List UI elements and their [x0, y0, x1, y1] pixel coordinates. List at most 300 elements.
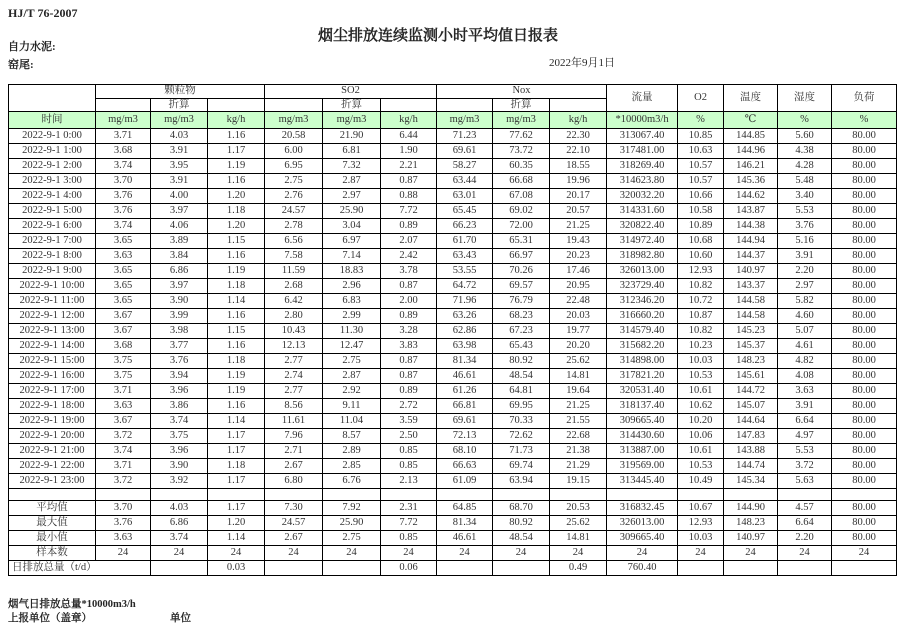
- value-cell: 80.00: [832, 414, 897, 429]
- value-cell: 69.02: [493, 204, 550, 219]
- value-cell: 3.72: [96, 474, 151, 489]
- value-cell: 24: [678, 546, 724, 561]
- value-cell: 68.10: [437, 444, 493, 459]
- value-cell: 314331.60: [607, 204, 678, 219]
- value-cell: [678, 561, 724, 576]
- value-cell: 10.53: [678, 369, 724, 384]
- value-cell: 10.62: [678, 399, 724, 414]
- value-cell: 313887.00: [607, 444, 678, 459]
- value-cell: 3.70: [96, 501, 151, 516]
- value-cell: 3.59: [381, 414, 437, 429]
- value-cell: 6.81: [323, 144, 381, 159]
- value-cell: 24: [832, 546, 897, 561]
- value-cell: 1.20: [208, 189, 265, 204]
- value-cell: 19.96: [550, 174, 607, 189]
- value-cell: 20.53: [550, 501, 607, 516]
- value-cell: 24.57: [265, 204, 323, 219]
- table-row: [9, 294, 897, 309]
- header-blank-cell: [208, 99, 265, 112]
- value-cell: 2.78: [265, 219, 323, 234]
- value-cell: 3.72: [778, 459, 832, 474]
- unit-cell: mg/m3: [323, 112, 381, 129]
- value-cell: 3.70: [96, 174, 151, 189]
- value-cell: 3.63: [778, 384, 832, 399]
- value-cell: 145.61: [724, 369, 778, 384]
- value-cell: 1.16: [208, 309, 265, 324]
- value-cell: 3.75: [96, 369, 151, 384]
- value-cell: 24: [151, 546, 208, 561]
- value-cell: 65.45: [437, 204, 493, 219]
- header-blank-cell: [550, 99, 607, 112]
- value-cell: 2.20: [778, 264, 832, 279]
- value-cell: 3.95: [151, 159, 208, 174]
- value-cell: 323729.40: [607, 279, 678, 294]
- value-cell: 3.65: [96, 264, 151, 279]
- value-cell: 80.00: [832, 324, 897, 339]
- value-cell: 7.58: [265, 249, 323, 264]
- header-humidity: 湿度: [778, 85, 832, 112]
- value-cell: 4.03: [151, 501, 208, 516]
- empty-cell: [778, 489, 832, 501]
- table-row: [9, 234, 897, 249]
- value-cell: 1.19: [208, 369, 265, 384]
- value-cell: 24: [550, 546, 607, 561]
- unit-cell: mg/m3: [265, 112, 323, 129]
- value-cell: 5.63: [778, 474, 832, 489]
- value-cell: 5.60: [778, 129, 832, 144]
- unit-cell: %: [778, 112, 832, 129]
- value-cell: 2.50: [381, 429, 437, 444]
- value-cell: 12.93: [678, 516, 724, 531]
- value-cell: 6.44: [381, 129, 437, 144]
- value-cell: 10.66: [678, 189, 724, 204]
- table-row: [9, 249, 897, 264]
- value-cell: 1.20: [208, 516, 265, 531]
- empty-cell: [151, 489, 208, 501]
- value-cell: 63.43: [437, 249, 493, 264]
- value-cell: 22.10: [550, 144, 607, 159]
- value-cell: 25.90: [323, 204, 381, 219]
- table-row: [9, 309, 897, 324]
- header-blank-cell: [96, 99, 151, 112]
- value-cell: 1.16: [208, 129, 265, 144]
- value-cell: 69.61: [437, 414, 493, 429]
- value-cell: 11.59: [265, 264, 323, 279]
- value-cell: 11.30: [323, 324, 381, 339]
- value-cell: 3.90: [151, 294, 208, 309]
- value-cell: 3.65: [96, 234, 151, 249]
- value-cell: 7.14: [323, 249, 381, 264]
- value-cell: 66.63: [437, 459, 493, 474]
- summary-label-cell: 样本数: [9, 546, 96, 561]
- unit-cell: %: [832, 112, 897, 129]
- value-cell: 10.23: [678, 339, 724, 354]
- value-cell: 0.85: [381, 459, 437, 474]
- value-cell: 314579.40: [607, 324, 678, 339]
- value-cell: 80.00: [832, 174, 897, 189]
- value-cell: 3.65: [96, 279, 151, 294]
- empty-cell: [607, 489, 678, 501]
- value-cell: 61.09: [437, 474, 493, 489]
- value-cell: 6.42: [265, 294, 323, 309]
- value-cell: 320531.40: [607, 384, 678, 399]
- value-cell: [437, 561, 493, 576]
- header-group-pm: 颗粒物: [96, 85, 265, 99]
- value-cell: 316660.20: [607, 309, 678, 324]
- value-cell: 3.77: [151, 339, 208, 354]
- time-cell: 2022-9-1 17:00: [9, 384, 96, 399]
- empty-cell: [323, 489, 381, 501]
- value-cell: 10.43: [265, 324, 323, 339]
- value-cell: 2.87: [323, 174, 381, 189]
- value-cell: 80.00: [832, 219, 897, 234]
- value-cell: 53.55: [437, 264, 493, 279]
- time-cell: 2022-9-1 6:00: [9, 219, 96, 234]
- value-cell: 1.90: [381, 144, 437, 159]
- value-cell: 3.96: [151, 444, 208, 459]
- value-cell: 2.00: [381, 294, 437, 309]
- value-cell: 60.35: [493, 159, 550, 174]
- value-cell: 80.00: [832, 294, 897, 309]
- value-cell: 145.37: [724, 339, 778, 354]
- summary-label-cell: 最小值: [9, 531, 96, 546]
- value-cell: 21.55: [550, 414, 607, 429]
- value-cell: 62.86: [437, 324, 493, 339]
- time-cell: 2022-9-1 21:00: [9, 444, 96, 459]
- empty-cell: [724, 489, 778, 501]
- value-cell: 10.03: [678, 531, 724, 546]
- value-cell: 1.15: [208, 234, 265, 249]
- value-cell: 144.85: [724, 129, 778, 144]
- value-cell: 22.48: [550, 294, 607, 309]
- value-cell: 2.67: [265, 459, 323, 474]
- value-cell: 1.18: [208, 279, 265, 294]
- value-cell: 20.58: [265, 129, 323, 144]
- value-cell: 148.23: [724, 354, 778, 369]
- value-cell: 3.89: [151, 234, 208, 249]
- value-cell: 68.23: [493, 309, 550, 324]
- value-cell: 4.08: [778, 369, 832, 384]
- value-cell: 20.23: [550, 249, 607, 264]
- value-cell: 4.57: [778, 501, 832, 516]
- value-cell: 2.71: [265, 444, 323, 459]
- value-cell: 143.88: [724, 444, 778, 459]
- value-cell: 24: [208, 546, 265, 561]
- value-cell: 320822.40: [607, 219, 678, 234]
- value-cell: 21.25: [550, 219, 607, 234]
- table-row: [9, 279, 897, 294]
- value-cell: 3.68: [96, 144, 151, 159]
- time-cell: 2022-9-1 19:00: [9, 414, 96, 429]
- table-row: [9, 264, 897, 279]
- value-cell: 2.13: [381, 474, 437, 489]
- value-cell: 4.06: [151, 219, 208, 234]
- empty-cell: [678, 489, 724, 501]
- value-cell: 3.63: [96, 531, 151, 546]
- value-cell: 145.07: [724, 399, 778, 414]
- value-cell: 80.00: [832, 354, 897, 369]
- value-cell: 3.40: [778, 189, 832, 204]
- time-cell: 2022-9-1 10:00: [9, 279, 96, 294]
- value-cell: 19.77: [550, 324, 607, 339]
- header-converted-pm: 折算: [151, 99, 208, 112]
- unit-cell: kg/h: [550, 112, 607, 129]
- value-cell: 7.92: [323, 501, 381, 516]
- value-cell: 12.13: [265, 339, 323, 354]
- value-cell: 309665.40: [607, 414, 678, 429]
- header-load: 负荷: [832, 85, 897, 112]
- value-cell: 66.23: [437, 219, 493, 234]
- value-cell: 314430.60: [607, 429, 678, 444]
- value-cell: 0.87: [381, 279, 437, 294]
- value-cell: 144.64: [724, 414, 778, 429]
- value-cell: 67.08: [493, 189, 550, 204]
- value-cell: 14.81: [550, 369, 607, 384]
- value-cell: 73.72: [493, 144, 550, 159]
- unit-cell: mg/m3: [96, 112, 151, 129]
- value-cell: 145.36: [724, 174, 778, 189]
- value-cell: 3.97: [151, 204, 208, 219]
- empty-cell: [265, 489, 323, 501]
- value-cell: 2.21: [381, 159, 437, 174]
- value-cell: 20.95: [550, 279, 607, 294]
- value-cell: 80.00: [832, 279, 897, 294]
- value-cell: 25.62: [550, 516, 607, 531]
- value-cell: 2.72: [381, 399, 437, 414]
- value-cell: 80.00: [832, 189, 897, 204]
- summary-row: [9, 531, 897, 546]
- report-unit-label: 上报单位（盖章）: [8, 613, 92, 624]
- value-cell: 6.64: [778, 516, 832, 531]
- value-cell: 145.23: [724, 324, 778, 339]
- value-cell: 66.81: [437, 399, 493, 414]
- value-cell: 80.92: [493, 516, 550, 531]
- table-body: [9, 129, 897, 576]
- value-cell: 19.15: [550, 474, 607, 489]
- value-cell: 3.68: [96, 339, 151, 354]
- value-cell: 3.78: [381, 264, 437, 279]
- value-cell: 17.46: [550, 264, 607, 279]
- value-cell: 3.98: [151, 324, 208, 339]
- time-cell: 2022-9-1 14:00: [9, 339, 96, 354]
- value-cell: 1.19: [208, 384, 265, 399]
- value-cell: 1.18: [208, 459, 265, 474]
- time-cell: 2022-9-1 9:00: [9, 264, 96, 279]
- value-cell: 19.64: [550, 384, 607, 399]
- value-cell: 63.01: [437, 189, 493, 204]
- value-cell: 140.97: [724, 531, 778, 546]
- time-cell: 2022-9-1 11:00: [9, 294, 96, 309]
- value-cell: 20.57: [550, 204, 607, 219]
- value-cell: 4.61: [778, 339, 832, 354]
- value-cell: 1.16: [208, 174, 265, 189]
- table-row: [9, 399, 897, 414]
- unit-cell: mg/m3: [151, 112, 208, 129]
- value-cell: 0.03: [208, 561, 265, 576]
- value-cell: 63.26: [437, 309, 493, 324]
- table-row: [9, 339, 897, 354]
- value-cell: 48.54: [493, 369, 550, 384]
- value-cell: 5.53: [778, 204, 832, 219]
- value-cell: 4.60: [778, 309, 832, 324]
- value-cell: 318269.40: [607, 159, 678, 174]
- value-cell: 63.98: [437, 339, 493, 354]
- value-cell: 6.97: [323, 234, 381, 249]
- value-cell: 144.94: [724, 234, 778, 249]
- value-cell: 10.63: [678, 144, 724, 159]
- value-cell: 3.92: [151, 474, 208, 489]
- value-cell: 3.76: [96, 516, 151, 531]
- value-cell: 3.84: [151, 249, 208, 264]
- value-cell: 3.28: [381, 324, 437, 339]
- value-cell: 2.87: [323, 369, 381, 384]
- value-cell: 2.89: [323, 444, 381, 459]
- value-cell: 9.11: [323, 399, 381, 414]
- value-cell: 69.61: [437, 144, 493, 159]
- value-cell: 21.38: [550, 444, 607, 459]
- value-cell: 65.31: [493, 234, 550, 249]
- summary-label-cell: 最大值: [9, 516, 96, 531]
- value-cell: 320032.20: [607, 189, 678, 204]
- value-cell: 144.72: [724, 384, 778, 399]
- time-cell: 2022-9-1 20:00: [9, 429, 96, 444]
- unit-cell: kg/h: [208, 112, 265, 129]
- summary-row: [9, 516, 897, 531]
- value-cell: 313067.40: [607, 129, 678, 144]
- value-cell: 1.15: [208, 324, 265, 339]
- value-cell: 2.42: [381, 249, 437, 264]
- unit-cell: kg/h: [381, 112, 437, 129]
- header-group-nox: Nox: [437, 85, 607, 99]
- value-cell: 63.94: [493, 474, 550, 489]
- value-cell: 64.85: [437, 501, 493, 516]
- value-cell: 144.74: [724, 459, 778, 474]
- value-cell: 5.82: [778, 294, 832, 309]
- value-cell: 24: [437, 546, 493, 561]
- value-cell: 2.92: [323, 384, 381, 399]
- value-cell: 3.76: [96, 204, 151, 219]
- value-cell: 2.85: [323, 459, 381, 474]
- value-cell: 10.03: [678, 354, 724, 369]
- header-units-row: [9, 112, 897, 129]
- value-cell: 2.97: [323, 189, 381, 204]
- value-cell: 0.89: [381, 384, 437, 399]
- value-cell: 0.87: [381, 354, 437, 369]
- value-cell: 3.71: [96, 384, 151, 399]
- table-row: [9, 324, 897, 339]
- value-cell: 1.17: [208, 501, 265, 516]
- value-cell: 3.76: [151, 354, 208, 369]
- company-name: 自力水泥:: [8, 41, 56, 53]
- empty-cell: [493, 489, 550, 501]
- value-cell: 10.85: [678, 129, 724, 144]
- value-cell: 80.00: [832, 204, 897, 219]
- time-cell: 2022-9-1 3:00: [9, 174, 96, 189]
- flow-total-note: 烟气日排放总量*10000m3/h: [8, 599, 136, 610]
- header-corner-cell: [9, 85, 96, 112]
- value-cell: [265, 561, 323, 576]
- value-cell: 10.72: [678, 294, 724, 309]
- value-cell: 70.33: [493, 414, 550, 429]
- value-cell: 12.93: [678, 264, 724, 279]
- value-cell: 1.16: [208, 399, 265, 414]
- table-row: [9, 144, 897, 159]
- value-cell: 64.81: [493, 384, 550, 399]
- value-cell: 69.74: [493, 459, 550, 474]
- time-cell: 2022-9-1 18:00: [9, 399, 96, 414]
- value-cell: 3.63: [96, 399, 151, 414]
- value-cell: 72.62: [493, 429, 550, 444]
- value-cell: 144.90: [724, 501, 778, 516]
- header-o2: O2: [678, 85, 724, 112]
- value-cell: 0.49: [550, 561, 607, 576]
- value-cell: 80.00: [832, 429, 897, 444]
- value-cell: 6.64: [778, 414, 832, 429]
- value-cell: 3.67: [96, 414, 151, 429]
- value-cell: 80.00: [832, 144, 897, 159]
- header-time-label: 时间: [9, 112, 96, 129]
- value-cell: 7.30: [265, 501, 323, 516]
- value-cell: 6.00: [265, 144, 323, 159]
- value-cell: 11.61: [265, 414, 323, 429]
- value-cell: 315682.20: [607, 339, 678, 354]
- value-cell: 4.03: [151, 129, 208, 144]
- value-cell: 1.14: [208, 294, 265, 309]
- value-cell: [724, 561, 778, 576]
- value-cell: 140.97: [724, 264, 778, 279]
- value-cell: 24: [724, 546, 778, 561]
- value-cell: 66.97: [493, 249, 550, 264]
- value-cell: 69.57: [493, 279, 550, 294]
- value-cell: 312346.20: [607, 294, 678, 309]
- value-cell: 24: [96, 546, 151, 561]
- value-cell: 319569.00: [607, 459, 678, 474]
- value-cell: 7.96: [265, 429, 323, 444]
- value-cell: 3.72: [96, 429, 151, 444]
- value-cell: 3.91: [151, 144, 208, 159]
- value-cell: 25.62: [550, 354, 607, 369]
- table-row: [9, 414, 897, 429]
- value-cell: 10.87: [678, 309, 724, 324]
- value-cell: 14.81: [550, 531, 607, 546]
- value-cell: 2.97: [778, 279, 832, 294]
- value-cell: 318982.80: [607, 249, 678, 264]
- table-row: [9, 444, 897, 459]
- header-blank-cell: [265, 99, 323, 112]
- unit-cell: %: [678, 112, 724, 129]
- value-cell: 148.23: [724, 516, 778, 531]
- value-cell: 1.17: [208, 144, 265, 159]
- header-blank-cell: [437, 99, 493, 112]
- value-cell: 5.48: [778, 174, 832, 189]
- value-cell: 80.00: [832, 339, 897, 354]
- value-cell: 65.43: [493, 339, 550, 354]
- value-cell: 80.00: [832, 459, 897, 474]
- table-row: [9, 174, 897, 189]
- value-cell: 3.76: [778, 219, 832, 234]
- header-converted-so2: 折算: [323, 99, 381, 112]
- value-cell: 3.71: [96, 129, 151, 144]
- value-cell: 1.18: [208, 204, 265, 219]
- value-cell: 3.75: [151, 429, 208, 444]
- value-cell: 24: [607, 546, 678, 561]
- value-cell: 2.75: [265, 174, 323, 189]
- value-cell: 3.91: [778, 399, 832, 414]
- time-cell: 2022-9-1 12:00: [9, 309, 96, 324]
- value-cell: 2.80: [265, 309, 323, 324]
- value-cell: 1.16: [208, 339, 265, 354]
- value-cell: 10.82: [678, 279, 724, 294]
